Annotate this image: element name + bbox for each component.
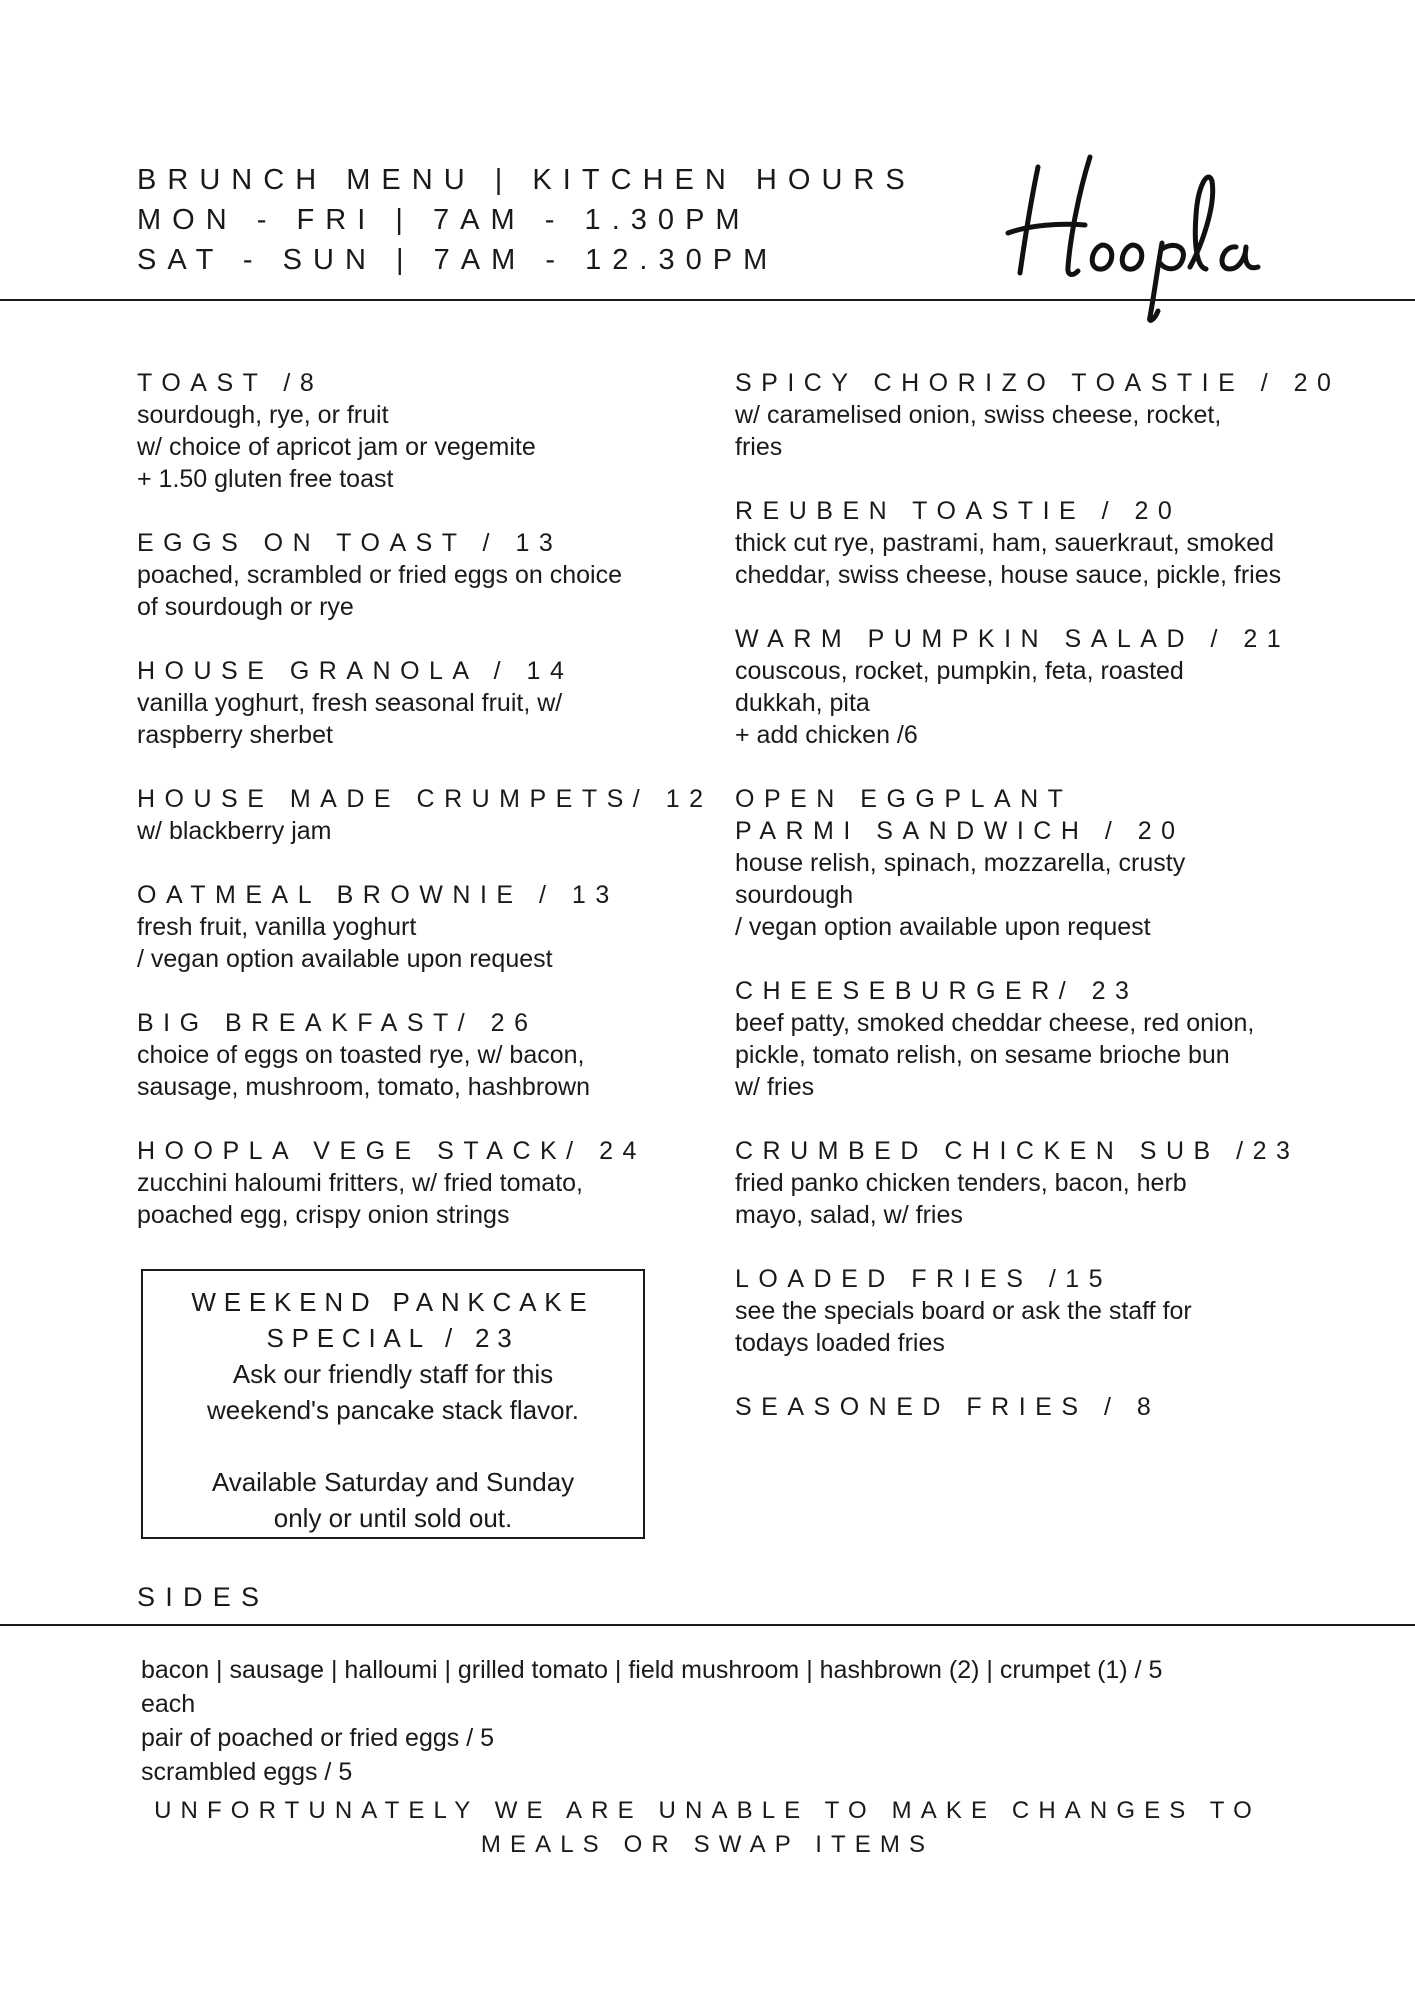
item-desc-line: house relish, spinach, mozzarella, crusty <box>735 849 1186 877</box>
menu-right-column <box>735 367 1341 1455</box>
menu-item-warm-pumpkin-salad <box>735 623 1335 751</box>
menu-item-toast <box>137 367 727 495</box>
item-title: HOUSE GRANOLA / 14 <box>137 657 574 685</box>
item-desc-line: dukkah, pita <box>735 689 870 717</box>
item-desc-line: vanilla yoghurt, fresh seasonal fruit, w/ <box>137 689 563 717</box>
weekend-pancake-special-box <box>141 1269 645 1539</box>
item-title: WARM PUMPKIN SALAD / 21 <box>735 625 1291 653</box>
item-desc-line: sourdough <box>735 881 854 909</box>
item-title: SPICY CHORIZO TOASTIE / 20 <box>735 369 1341 397</box>
item-title: CHEESEBURGER/ 23 <box>735 977 1139 1005</box>
menu-item-house-made-crumpets <box>137 783 727 847</box>
item-desc-line: w/ fries <box>735 1073 815 1101</box>
item-desc-line: fries <box>735 433 783 461</box>
sides-divider <box>0 1624 1415 1626</box>
menu-item-crumbed-chicken-sub <box>735 1135 1335 1231</box>
header-divider <box>0 299 1415 301</box>
item-desc-line: choice of eggs on toasted rye, w/ bacon, <box>137 1041 585 1069</box>
sides-heading: SIDES <box>137 1582 270 1612</box>
no-changes-notice <box>150 1794 1265 1862</box>
item-desc-line: todays loaded fries <box>735 1329 945 1357</box>
item-title: REUBEN TOASTIE / 20 <box>735 497 1182 525</box>
item-title: OPEN EGGPLANT PARMI SANDWICH / 20 <box>735 785 1185 845</box>
special-title-line: WEEKEND PANKCAKE <box>191 1287 595 1317</box>
notice-line: UNFORTUNATELY WE ARE UNABLE TO MAKE CHANGES TO <box>154 1797 1261 1824</box>
menu-item-house-granola <box>137 655 727 751</box>
item-title: HOUSE MADE CRUMPETS/ 12 <box>137 785 713 813</box>
header-line-title: BRUNCH MENU | KITCHEN HOURS <box>137 164 916 196</box>
menu-item-open-eggplant-parmi-sandwich <box>735 783 1335 943</box>
item-title: TOAST /8 <box>137 369 324 397</box>
sides-line: each <box>141 1690 196 1718</box>
item-desc-line: + 1.50 gluten free toast <box>137 465 394 493</box>
item-desc-line: poached, scrambled or fried eggs on choice <box>137 561 623 589</box>
item-desc-line: sourdough, rye, or fruit <box>137 401 389 429</box>
sides-list <box>141 1653 1341 1789</box>
item-title: OATMEAL BROWNIE / 13 <box>137 881 619 909</box>
menu-item-spicy-chorizo-toastie <box>735 367 1341 463</box>
item-title: SEASONED FRIES / 8 <box>735 1393 1161 1421</box>
item-desc-line: sausage, mushroom, tomato, hashbrown <box>137 1073 591 1101</box>
item-desc-line: + add chicken /6 <box>735 721 918 749</box>
item-desc-line: mayo, salad, w/ fries <box>735 1201 963 1229</box>
menu-item-seasoned-fries <box>735 1391 1335 1423</box>
special-title-line: SPECIAL / 23 <box>266 1323 520 1353</box>
item-desc-line: fried panko chicken tenders, bacon, herb <box>735 1169 1187 1197</box>
item-desc-line: w/ choice of apricot jam or vegemite <box>137 433 536 461</box>
item-desc-line: w/ blackberry jam <box>137 817 332 845</box>
menu-item-hoopla-vege-stack <box>137 1135 727 1231</box>
item-desc-line: poached egg, crispy onion strings <box>137 1201 510 1229</box>
item-desc-line: beef patty, smoked cheddar cheese, red onion, <box>735 1009 1255 1037</box>
item-title: CRUMBED CHICKEN SUB /23 <box>735 1137 1300 1165</box>
hoopla-logo <box>990 145 1290 325</box>
menu-item-reuben-toastie <box>735 495 1335 591</box>
item-desc-line: see the specials board or ask the staff for <box>735 1297 1192 1325</box>
header-line-weekday: MON - FRI | 7AM - 1.30PM <box>137 204 751 236</box>
sides-line: pair of poached or fried eggs / 5 <box>141 1724 495 1752</box>
item-desc-line: / vegan option available upon request <box>735 913 1151 941</box>
special-desc-line: weekend's pancake stack flavor. <box>206 1395 580 1425</box>
item-title: EGGS ON TOAST / 13 <box>137 529 563 557</box>
item-desc-line: raspberry sherbet <box>137 721 333 749</box>
item-desc-line: fresh fruit, vanilla yoghurt <box>137 913 417 941</box>
menu-left-column <box>137 367 727 1263</box>
special-desc-line: Available Saturday and Sunday <box>211 1467 575 1497</box>
item-desc-line: couscous, rocket, pumpkin, feta, roasted <box>735 657 1184 685</box>
item-desc-line: thick cut rye, pastrami, ham, sauerkraut, smoked <box>735 529 1275 557</box>
menu-item-loaded-fries <box>735 1263 1335 1359</box>
menu-item-oatmeal-brownie <box>137 879 727 975</box>
menu-item-cheeseburger <box>735 975 1335 1103</box>
item-desc-line: of sourdough or rye <box>137 593 354 621</box>
header-line-weekend: SAT - SUN | 7AM - 12.30PM <box>137 244 779 276</box>
item-title: LOADED FRIES /15 <box>735 1265 1113 1293</box>
item-title: HOOPLA VEGE STACK/ 24 <box>137 1137 646 1165</box>
item-desc-line: w/ caramelised onion, swiss cheese, rocket, <box>735 401 1222 429</box>
item-desc-line: zucchini haloumi fritters, w/ fried tomato, <box>137 1169 583 1197</box>
special-desc-line: only or until sold out. <box>273 1503 513 1533</box>
sides-line: bacon | sausage | halloumi | grilled tomato | field mushroom | hashbrown (2) | crumpet (1) / 5 <box>141 1656 1163 1684</box>
menu-item-big-breakfast <box>137 1007 727 1103</box>
item-desc-line: cheddar, swiss cheese, house sauce, pickle, fries <box>735 561 1282 589</box>
item-title: BIG BREAKFAST/ 26 <box>137 1009 538 1037</box>
special-desc-line: Ask our friendly staff for this <box>232 1359 554 1389</box>
sides-line: scrambled eggs / 5 <box>141 1758 353 1786</box>
item-desc-line: pickle, tomato relish, on sesame brioche bun <box>735 1041 1230 1069</box>
item-desc-line: / vegan option available upon request <box>137 945 553 973</box>
menu-item-eggs-on-toast <box>137 527 727 623</box>
kitchen-hours-header <box>137 160 916 280</box>
notice-line: MEALS OR SWAP ITEMS <box>480 1831 935 1858</box>
